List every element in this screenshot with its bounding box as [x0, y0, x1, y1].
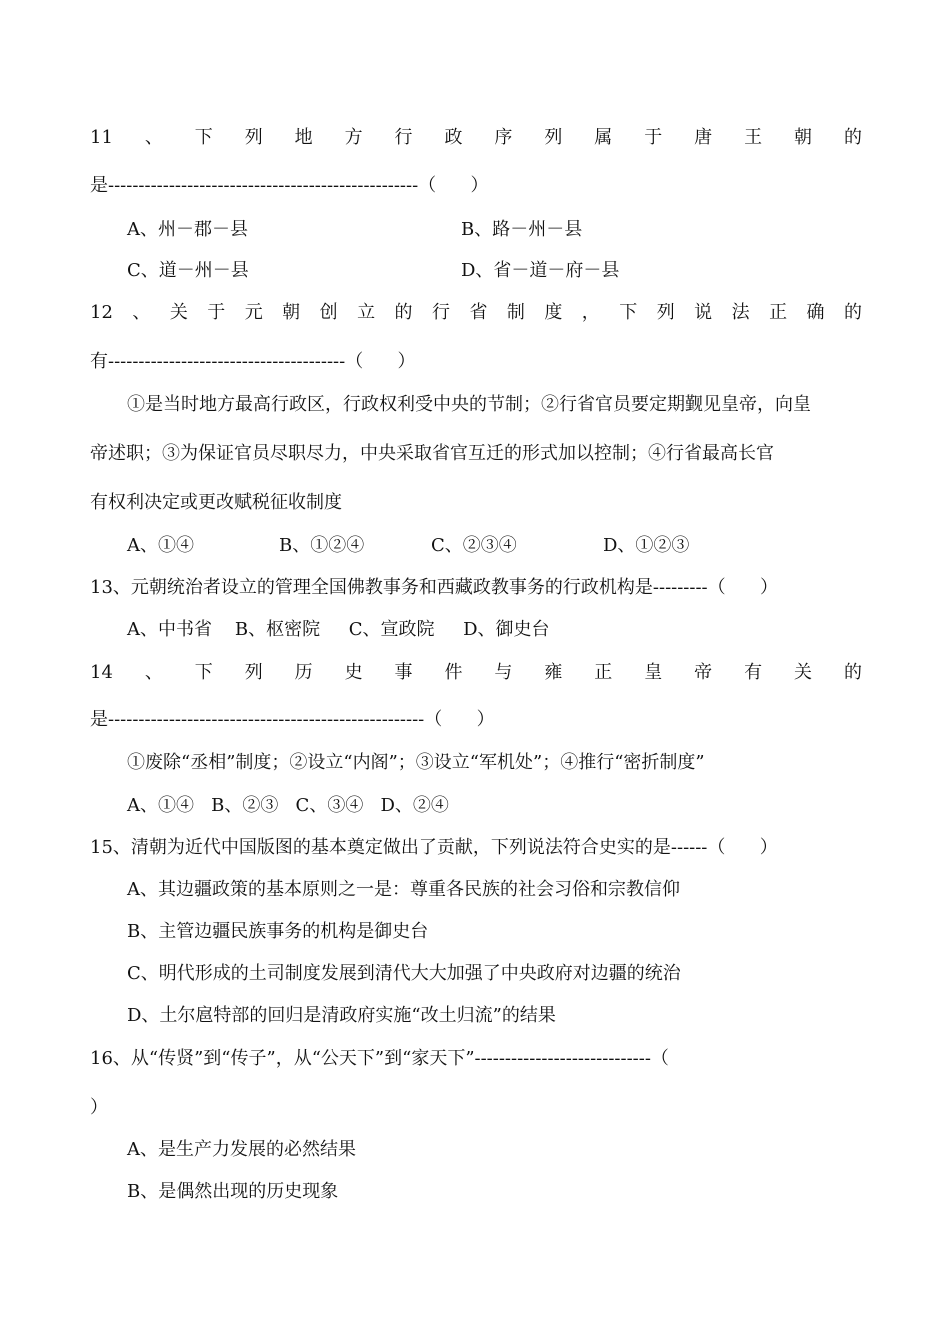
question-14-stem-char: 正	[594, 662, 613, 683]
question-12-stem-char: 法	[731, 302, 750, 323]
question-12-statement-line-2: 帝述职；③为保证官员尽职尽力，中央采取省官互迁的形式加以控制；④行省最高长官	[90, 443, 774, 464]
question-12-stem-char: 的	[394, 302, 413, 323]
question-15-stem: 15、清朝为近代中国版图的基本奠定做出了贡献，下列说法符合史实的是------（ ）	[90, 837, 778, 858]
question-15-option-a: A、其边疆政策的基本原则之一是：尊重各民族的社会习俗和宗教信仰	[127, 879, 680, 900]
question-13-options: A、中书省 B、枢密院 C、宣政院 D、御史台	[127, 619, 550, 640]
question-11-stem-char: 列	[544, 127, 563, 148]
question-12-stem-char: 元	[244, 302, 263, 323]
question-12-statement-line-3: 有权利决定或更改赋税征收制度	[90, 492, 342, 513]
question-11-stem	[90, 126, 862, 150]
question-11-stem-char: 朝	[794, 127, 813, 148]
question-15-option-b: B、主管边疆民族事务的机构是御史台	[127, 921, 429, 942]
question-14-stem-char: 与	[494, 662, 513, 683]
question-12-stem-char: 确	[806, 302, 825, 323]
question-12-answer-blank: 有---------------------------------------（ ）	[90, 351, 416, 372]
question-12-stem-char: 列	[656, 302, 675, 323]
question-14-stem-char: 列	[244, 662, 263, 683]
question-12-stem-char: 行	[431, 302, 450, 323]
question-14-stem-char: 有	[744, 662, 763, 683]
question-14-stem-char: 事	[394, 662, 413, 683]
question-11-stem-char: 地	[294, 127, 313, 148]
question-12-stem	[90, 301, 862, 325]
question-16-option-b: B、是偶然出现的历史现象	[127, 1181, 339, 1202]
question-12-stem-char: 、	[132, 302, 151, 323]
question-12-stem-char: 关	[169, 302, 188, 323]
question-11-option-b: B、路－州－县	[461, 219, 583, 240]
question-12-option-a: A、①④	[127, 535, 194, 556]
question-12-stem-char: 说	[694, 302, 713, 323]
question-11-stem-char: 的	[843, 127, 862, 148]
question-14-stem-char: 的	[843, 662, 862, 683]
question-11-stem-char: 政	[444, 127, 463, 148]
question-14-stem-char: 、	[144, 662, 163, 683]
question-12-option-b: B、①②④	[279, 535, 365, 556]
question-12-stem-char: 制	[506, 302, 525, 323]
question-11-stem-char: 王	[744, 127, 763, 148]
question-16-option-a: A、是生产力发展的必然结果	[127, 1139, 356, 1160]
question-12-stem-char: 省	[469, 302, 488, 323]
question-14-stem-char: 历	[294, 662, 313, 683]
question-12-stem-char: 12	[90, 302, 113, 323]
question-12-stem-char: 创	[319, 302, 338, 323]
question-12-stem-char: ，	[581, 302, 600, 323]
question-14-options: A、①④ B、②③ C、③④ D、②④	[127, 795, 449, 816]
question-12-option-c: C、②③④	[431, 535, 517, 556]
question-15-option-d: D、土尔扈特部的回归是清政府实施“改土归流”的结果	[127, 1005, 556, 1026]
question-14-stem-char: 14	[90, 662, 113, 683]
question-14-stem-char: 帝	[694, 662, 713, 683]
question-14-stem-char: 皇	[644, 662, 663, 683]
question-14-statements: ①废除“丞相”制度；②设立“内阁”；③设立“军机处”；④推行“密折制度”	[127, 752, 705, 773]
question-12-stem-char: 立	[357, 302, 376, 323]
question-16-answer-close: ）	[90, 1097, 108, 1118]
question-14-stem-char: 件	[444, 662, 463, 683]
question-14-stem	[90, 661, 862, 685]
question-12-stem-char: 于	[207, 302, 226, 323]
question-11-stem-char: 唐	[694, 127, 713, 148]
question-11-stem-char: 序	[494, 127, 513, 148]
question-12-stem-char: 正	[769, 302, 788, 323]
question-11-stem-char: 属	[594, 127, 613, 148]
question-11-stem-char: 行	[394, 127, 413, 148]
question-14-stem-char: 雍	[544, 662, 563, 683]
question-11-answer-blank: 是---------------------------------------------------（ ）	[90, 175, 489, 196]
question-11-stem-char: 11	[90, 127, 113, 148]
question-11-stem-char: 下	[194, 127, 213, 148]
question-13-stem: 13、元朝统治者设立的管理全国佛教事务和西藏政教事务的行政机构是---------（ ）	[90, 577, 778, 598]
question-14-stem-char: 史	[344, 662, 363, 683]
question-11-stem-char: 方	[344, 127, 363, 148]
question-16-stem: 16、从“传贤”到“传子”，从“公天下”到“家天下”-----------------------------（	[90, 1048, 669, 1069]
question-12-stem-char: 朝	[282, 302, 301, 323]
question-12-statement-line-1: ①是当时地方最高行政区，行政权利受中央的节制；②行省官员要定期觐见皇帝，向皇	[127, 394, 811, 415]
question-11-stem-char: 于	[644, 127, 663, 148]
question-12-stem-char: 的	[843, 302, 862, 323]
question-11-stem-char: 、	[144, 127, 163, 148]
question-14-answer-blank: 是----------------------------------------------------（ ）	[90, 709, 495, 730]
question-12-option-d: D、①②③	[603, 535, 690, 556]
question-14-stem-char: 下	[194, 662, 213, 683]
question-11-option-a: A、州－郡－县	[127, 219, 248, 240]
question-11-stem-char: 列	[244, 127, 263, 148]
question-11-option-c: C、道－州－县	[127, 260, 249, 281]
question-15-option-c: C、明代形成的土司制度发展到清代大大加强了中央政府对边疆的统治	[127, 963, 681, 984]
question-12-stem-char: 度	[544, 302, 563, 323]
question-11-option-d: D、省－道－府－县	[461, 260, 620, 281]
question-12-stem-char: 下	[619, 302, 638, 323]
question-14-stem-char: 关	[794, 662, 813, 683]
